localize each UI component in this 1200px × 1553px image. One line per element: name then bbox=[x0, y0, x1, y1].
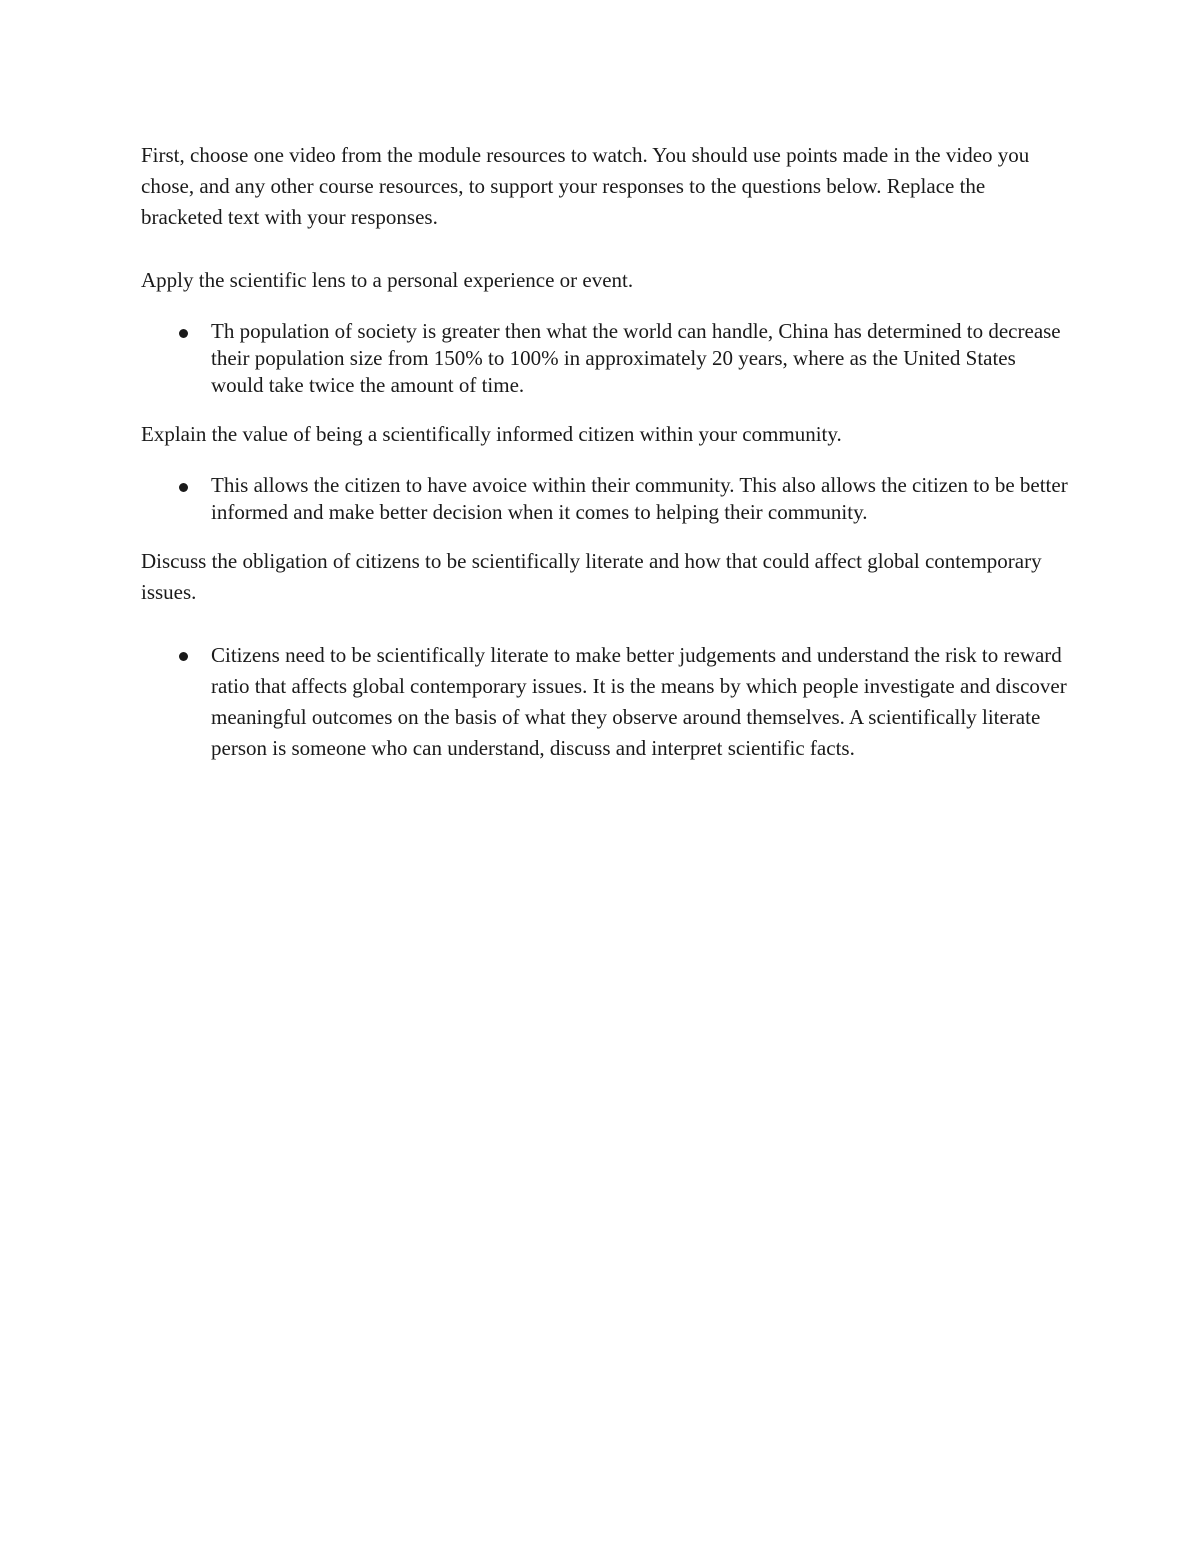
intro-paragraph: First, choose one video from the module resources to watch. You should use points made in the video you chose, and any other course resources, to support your responses to the questions below. Replace the bracketed text with your responses. bbox=[141, 143, 1030, 229]
bullet-icon bbox=[179, 329, 188, 338]
document-body bbox=[141, 140, 1071, 764]
answer-list-1 bbox=[141, 318, 1071, 399]
bullet-icon bbox=[179, 483, 188, 492]
answer-list-3 bbox=[141, 640, 1071, 764]
answer-3: Citizens need to be scientifically literate to make better judgements and understand the risk to reward ratio that affects global contemporary issues. It is the means by which people investigate and discover meaningful outcomes on the basis of what they observe around themselves. A scientifically literate person is someone who can understand, discuss and interpret scientific facts. bbox=[211, 643, 1067, 760]
bullet-icon bbox=[179, 652, 188, 661]
list-item bbox=[141, 318, 1071, 399]
list-item bbox=[141, 472, 1071, 526]
answer-2: This allows the citizen to have avoice within their community. This also allows the citizen to be better informed and make better decision when it comes to helping their community. bbox=[211, 473, 1068, 524]
list-item bbox=[141, 640, 1071, 764]
answer-list-2 bbox=[141, 472, 1071, 526]
question-2: Explain the value of being a scientifically informed citizen within your community. bbox=[141, 422, 842, 446]
question-1: Apply the scientific lens to a personal experience or event. bbox=[141, 268, 634, 292]
answer-1: Th population of society is greater then what the world can handle, China has determined to decrease their population size from 150% to 100% in approximately 20 years, where as the United States would take twice the amount of time. bbox=[211, 319, 1061, 397]
question-3: Discuss the obligation of citizens to be scientifically literate and how that could affect global contemporary issues. bbox=[141, 549, 1042, 604]
